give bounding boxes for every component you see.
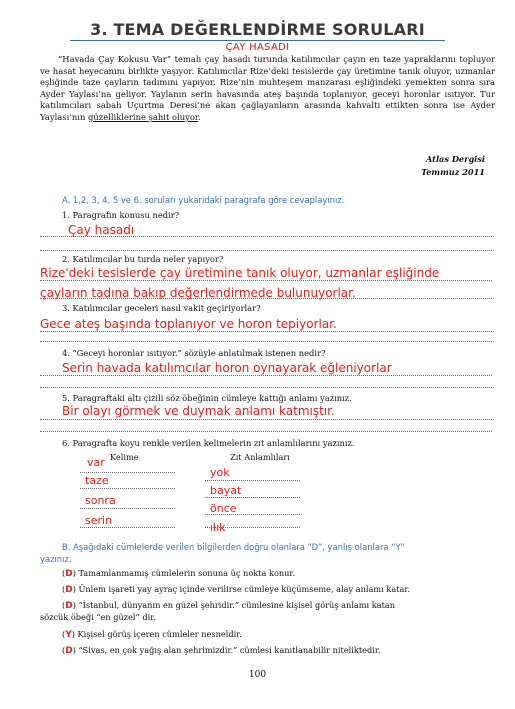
answer-2-line-2[interactable]: çayların tadına bakıp değerlendirmede bulunuyorlar.	[40, 286, 356, 300]
answer-5[interactable]: Bir olayı görmek ve duymak anlamı katmıştır.	[62, 404, 335, 418]
word-1[interactable]: var	[87, 456, 105, 469]
answer-line	[40, 341, 492, 342]
word-3[interactable]: sonra	[85, 494, 116, 507]
tf-item-5: (D) “Sivas, en çok yağış alan şehrimizdir.” cümlesi kanıtlanabilir niteliktedir.	[62, 645, 381, 656]
answer-line	[40, 419, 492, 420]
answer-2-line-1[interactable]: Rize'deki tesislerde çay üretimine tanık oluyor, uzmanlar eşliğinde	[40, 266, 440, 280]
answer-line	[40, 280, 492, 281]
tf-text-5: “Sivas, en çok yağış alan şehrimizdir.” cümlesi kanıtlanabilir niteliktedir.	[78, 645, 381, 655]
antonym-line	[205, 527, 300, 528]
page-title: 3. TEMA DEĞERLENDİRME SORULARI	[90, 20, 425, 39]
antonym-3[interactable]: önce	[210, 502, 237, 515]
antonym-line	[205, 497, 300, 498]
answer-1[interactable]: Çay hasadı	[68, 223, 135, 237]
tf-answer-4[interactable]: Y	[65, 630, 72, 640]
answer-line	[40, 387, 492, 388]
section-b-instruction: B. Aşağıdaki cümlelerde verilen bilgilerden doğru olanlara “D”, yanlış olanlara “Y”	[62, 542, 405, 552]
answer-line	[40, 431, 492, 432]
answer-line	[40, 298, 492, 299]
question-3: 3. Katılımcılar geceleri nasıl vakit geçiriyorlar?	[62, 303, 261, 313]
passage-end: .	[197, 111, 201, 122]
antonym-1[interactable]: yok	[210, 466, 230, 479]
word-line	[80, 508, 175, 509]
question-4: 4. “Geceyi horonlar ısıtıyor.” sözüyle anlatılmak istenen nedir?	[62, 348, 326, 358]
source-date: Temmuz 2011	[421, 167, 485, 177]
underlined-phrase: güzelliklerine şahit oluyor	[88, 111, 198, 122]
reading-passage	[40, 54, 495, 124]
answer-line	[40, 331, 492, 332]
col-header-antonym: Zıt Anlamlıları	[230, 452, 290, 462]
tf-text-3: “İstanbul, dünyanın en güzel şehridir.” cümlesine kişisel görüş anlamı katan	[78, 600, 396, 610]
tf-item-1: (D) Tamamlanmamış cümlelerin sonuna üç nokta konur.	[62, 568, 296, 579]
word-2[interactable]: taze	[85, 474, 109, 487]
passage-title: ÇAY HASADI	[225, 42, 290, 53]
tf-answer-2[interactable]: D	[65, 585, 73, 595]
col-header-word: Kelime	[110, 452, 139, 462]
page-number: 100	[248, 670, 267, 680]
answer-line	[40, 250, 492, 251]
tf-text-1: Tamamlanmamış cümlelerin sonuna üç nokta konur.	[78, 568, 296, 578]
answer-line	[40, 236, 492, 237]
word-4[interactable]: serin	[85, 514, 113, 527]
tf-item-4: (Y) Kişisel görüş içeren cümleler nesneldir.	[62, 629, 242, 640]
antonym-line	[205, 480, 300, 481]
antonym-4[interactable]: ılık	[210, 521, 226, 534]
tf-text-3-cont: sözcük öbeği “en güzel” dir.	[40, 612, 156, 622]
tf-item-2: (D) Ünlem işareti yay ayraç içinde verilirse cümleye küçümseme, alay anlamı katar.	[62, 584, 411, 595]
question-6: 6. Paragrafta koyu renkle verilen kelimelerin zıt anlamlılarını yazınız.	[62, 438, 355, 448]
tf-text-2: Ünlem işareti yay ayraç içinde verilirse cümleye küçümseme, alay anlamı katar.	[78, 584, 411, 594]
section-a-instruction: A. 1,2, 3, 4, 5 ve 6. soruları yukarıdaki paragrafa göre cevaplayınız.	[62, 195, 345, 205]
word-line	[80, 488, 175, 489]
answer-3[interactable]: Gece ateş başında toplanıyor ve horon tepiyorlar.	[40, 317, 337, 331]
word-line	[80, 472, 175, 473]
source-name: Atlas Dergisi	[425, 154, 485, 164]
word-line	[80, 527, 175, 528]
question-2: 2. Katılımcılar bu turda neler yapıyor?	[62, 254, 224, 264]
tf-answer-1[interactable]: D	[65, 569, 73, 579]
title-rule	[70, 40, 445, 41]
answer-line	[40, 375, 492, 376]
tf-text-4: Kişisel görüş içeren cümleler nesneldir.	[77, 629, 242, 639]
question-5: 5. Paragraftaki altı çizili söz öbeğinin cümleye kattığı anlamı yazınız.	[62, 393, 352, 403]
section-b-instruction-cont: yazınız.	[40, 554, 72, 564]
tf-item-3: (D) “İstanbul, dünyanın en güzel şehridir.” cümlesine kişisel görüş anlamı katan	[62, 600, 396, 611]
question-1: 1. Paragrafın konusu nedir?	[62, 210, 180, 220]
antonym-line	[205, 514, 300, 515]
answer-4[interactable]: Serin havada katılımcılar horon oynayarak eğleniyorlar	[62, 361, 392, 375]
passage-text: “Havada Çay Kokusu Var” temalı çay hasadı turunda katılımcılar çayın en taze yapraklarını topluyor ve hasat heyecanını birlikte yaşıyor. Katılımcılar Rize’deki tesislerde çay üretimine tanık oluyor, uzmanlar eşliğinde taze çayların tadımını yapıyor. Rize’nin muhteşem manzarası eşliğindeki yemekten sonra sıra Ayder Yaylası’na geliyor. Yaylanın serin havasında ateş başında toplanıyor, geceyi horonlar ısıtıyor. Tur katılımcıları sabah Uçurtma Deresi’ne akan çağlayanların arasında kahvaltı ettikten sonra ise Ayder Yaylası’nın	[40, 54, 495, 122]
antonym-2[interactable]: bayat	[210, 484, 242, 497]
tf-answer-3[interactable]: D	[65, 601, 73, 611]
tf-answer-5[interactable]: D	[65, 646, 73, 656]
